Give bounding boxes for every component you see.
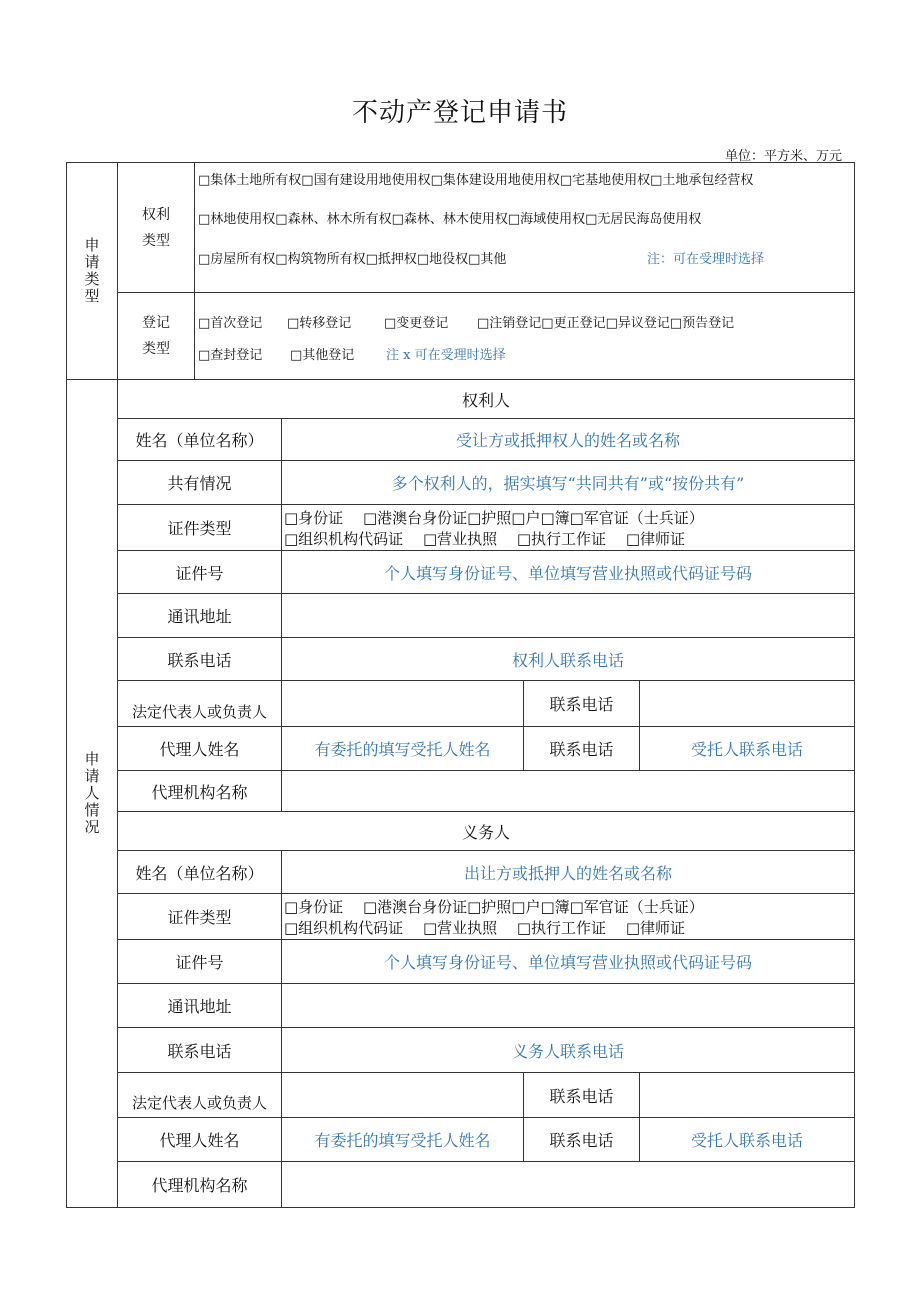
obligee-id-type-options[interactable] xyxy=(281,504,855,551)
obligee-agent-label: 代理人姓名 xyxy=(117,726,282,771)
obligee-id-no-field[interactable]: 个人填写身份证号、单位填写营业执照或代码证号码 xyxy=(281,550,855,594)
right-type-label: 权利 类型 xyxy=(117,162,195,293)
obligee-legal-phone-field[interactable] xyxy=(639,680,855,727)
obligee-agent-field[interactable]: 有委托的填写受托人姓名 xyxy=(281,726,524,771)
obligee-id-type-line-2[interactable]: □组织机构代码证 □营业执照 □执行工作证 □律师证 xyxy=(284,530,685,548)
obligee-phone-field[interactable]: 权利人联系电话 xyxy=(281,637,855,681)
obligee-share-label: 共有情况 xyxy=(117,460,282,505)
registration-type-options[interactable] xyxy=(194,292,855,380)
obligor-legal-phone-field[interactable] xyxy=(639,1072,855,1118)
obligee-legal-rep-field[interactable] xyxy=(281,680,524,727)
unit-note: 单位：平方米、万元 xyxy=(724,149,842,164)
obligee-agent-phone-field[interactable]: 受托人联系电话 xyxy=(639,726,855,771)
obligee-name-field[interactable]: 受让方或抵押权人的姓名或名称 xyxy=(281,418,855,461)
obligee-id-no-label: 证件号 xyxy=(117,550,282,594)
right-type-line-1[interactable]: □集体土地所有权□国有建设用地使用权□集体建设用地使用权□宅基地使用权□土地承包经营权 xyxy=(198,173,754,188)
right-type-line-3[interactable]: □房屋所有权□构筑物所有权□抵押权□地役权□其他 xyxy=(198,252,507,267)
obligee-legal-phone-label: 联系电话 xyxy=(523,680,640,727)
obligor-id-type-options[interactable] xyxy=(281,893,855,940)
obligee-name-label: 姓名（单位名称） xyxy=(117,418,282,461)
reg-option-initial[interactable]: □首次登记 xyxy=(198,316,263,331)
obligor-phone-label: 联系电话 xyxy=(117,1027,282,1073)
obligor-agent-phone-label: 联系电话 xyxy=(523,1117,640,1162)
obligor-id-no-field[interactable]: 个人填写身份证号、单位填写营业执照或代码证号码 xyxy=(281,939,855,984)
page-title: 不动产登记申请书 xyxy=(351,98,568,128)
reg-option-transfer[interactable]: □转移登记 xyxy=(287,316,352,331)
obligee-header: 权利人 xyxy=(117,379,855,419)
obligee-share-field[interactable]: 多个权利人的，据实填写“共同共有”或“按份共有” xyxy=(281,460,855,505)
obligor-id-type-line-1[interactable]: □身份证 □港澳台身份证□护照□户□簿□军官证（士兵证） xyxy=(284,898,704,916)
obligee-phone-label: 联系电话 xyxy=(117,637,282,681)
obligor-name-label: 姓名（单位名称） xyxy=(117,850,282,894)
obligor-address-label: 通讯地址 xyxy=(117,983,282,1028)
obligee-address-label: 通讯地址 xyxy=(117,593,282,638)
right-type-note: 注：可在受理时选择 xyxy=(647,252,765,267)
registration-type-label: 登记 类型 xyxy=(117,292,195,380)
right-type-line-2[interactable]: □林地使用权□森林、林木所有权□森林、林木使用权□海域使用权□无居民海岛使用权 xyxy=(198,212,702,227)
obligor-legal-phone-label: 联系电话 xyxy=(523,1072,640,1118)
section-label-application-type: 申 请 类 型 xyxy=(66,162,118,380)
section-label-applicant: 申 请 人 情 况 xyxy=(66,379,118,1208)
reg-option-cancel-etc[interactable]: □注销登记□更正登记□异议登记□预告登记 xyxy=(477,316,735,331)
obligor-name-field[interactable]: 出让方或抵押人的姓名或名称 xyxy=(281,850,855,894)
obligor-header: 义务人 xyxy=(117,811,855,851)
obligee-agency-field[interactable] xyxy=(281,770,855,812)
obligor-id-type-line-2[interactable]: □组织机构代码证 □营业执照 □执行工作证 □律师证 xyxy=(284,919,685,937)
obligee-agency-label: 代理机构名称 xyxy=(117,770,282,812)
obligor-address-field[interactable] xyxy=(281,983,855,1028)
registration-type-note: 注 x 可在受理时选择 xyxy=(386,348,506,363)
obligor-agent-label: 代理人姓名 xyxy=(117,1117,282,1162)
obligor-legal-rep-field[interactable] xyxy=(281,1072,524,1118)
obligor-legal-rep-label: 法定代表人或负责人 xyxy=(117,1072,282,1118)
obligor-id-no-label: 证件号 xyxy=(117,939,282,984)
obligor-agency-label: 代理机构名称 xyxy=(117,1161,282,1208)
obligor-agent-phone-field[interactable]: 受托人联系电话 xyxy=(639,1117,855,1162)
reg-option-change[interactable]: □变更登记 xyxy=(384,316,449,331)
obligee-address-field[interactable] xyxy=(281,593,855,638)
reg-option-seal[interactable]: □查封登记 xyxy=(198,348,263,363)
obligor-agent-field[interactable]: 有委托的填写受托人姓名 xyxy=(281,1117,524,1162)
obligee-id-type-label: 证件类型 xyxy=(117,504,282,551)
obligor-agency-field[interactable] xyxy=(281,1161,855,1208)
obligor-id-type-label: 证件类型 xyxy=(117,893,282,940)
obligor-phone-field[interactable]: 义务人联系电话 xyxy=(281,1027,855,1073)
obligee-legal-rep-label: 法定代表人或负责人 xyxy=(117,680,282,727)
right-type-options[interactable] xyxy=(194,162,855,293)
obligee-agent-phone-label: 联系电话 xyxy=(523,726,640,771)
reg-option-other[interactable]: □其他登记 xyxy=(290,348,355,363)
obligee-id-type-line-1[interactable]: □身份证 □港澳台身份证□护照□户□簿□军官证（士兵证） xyxy=(284,509,704,527)
